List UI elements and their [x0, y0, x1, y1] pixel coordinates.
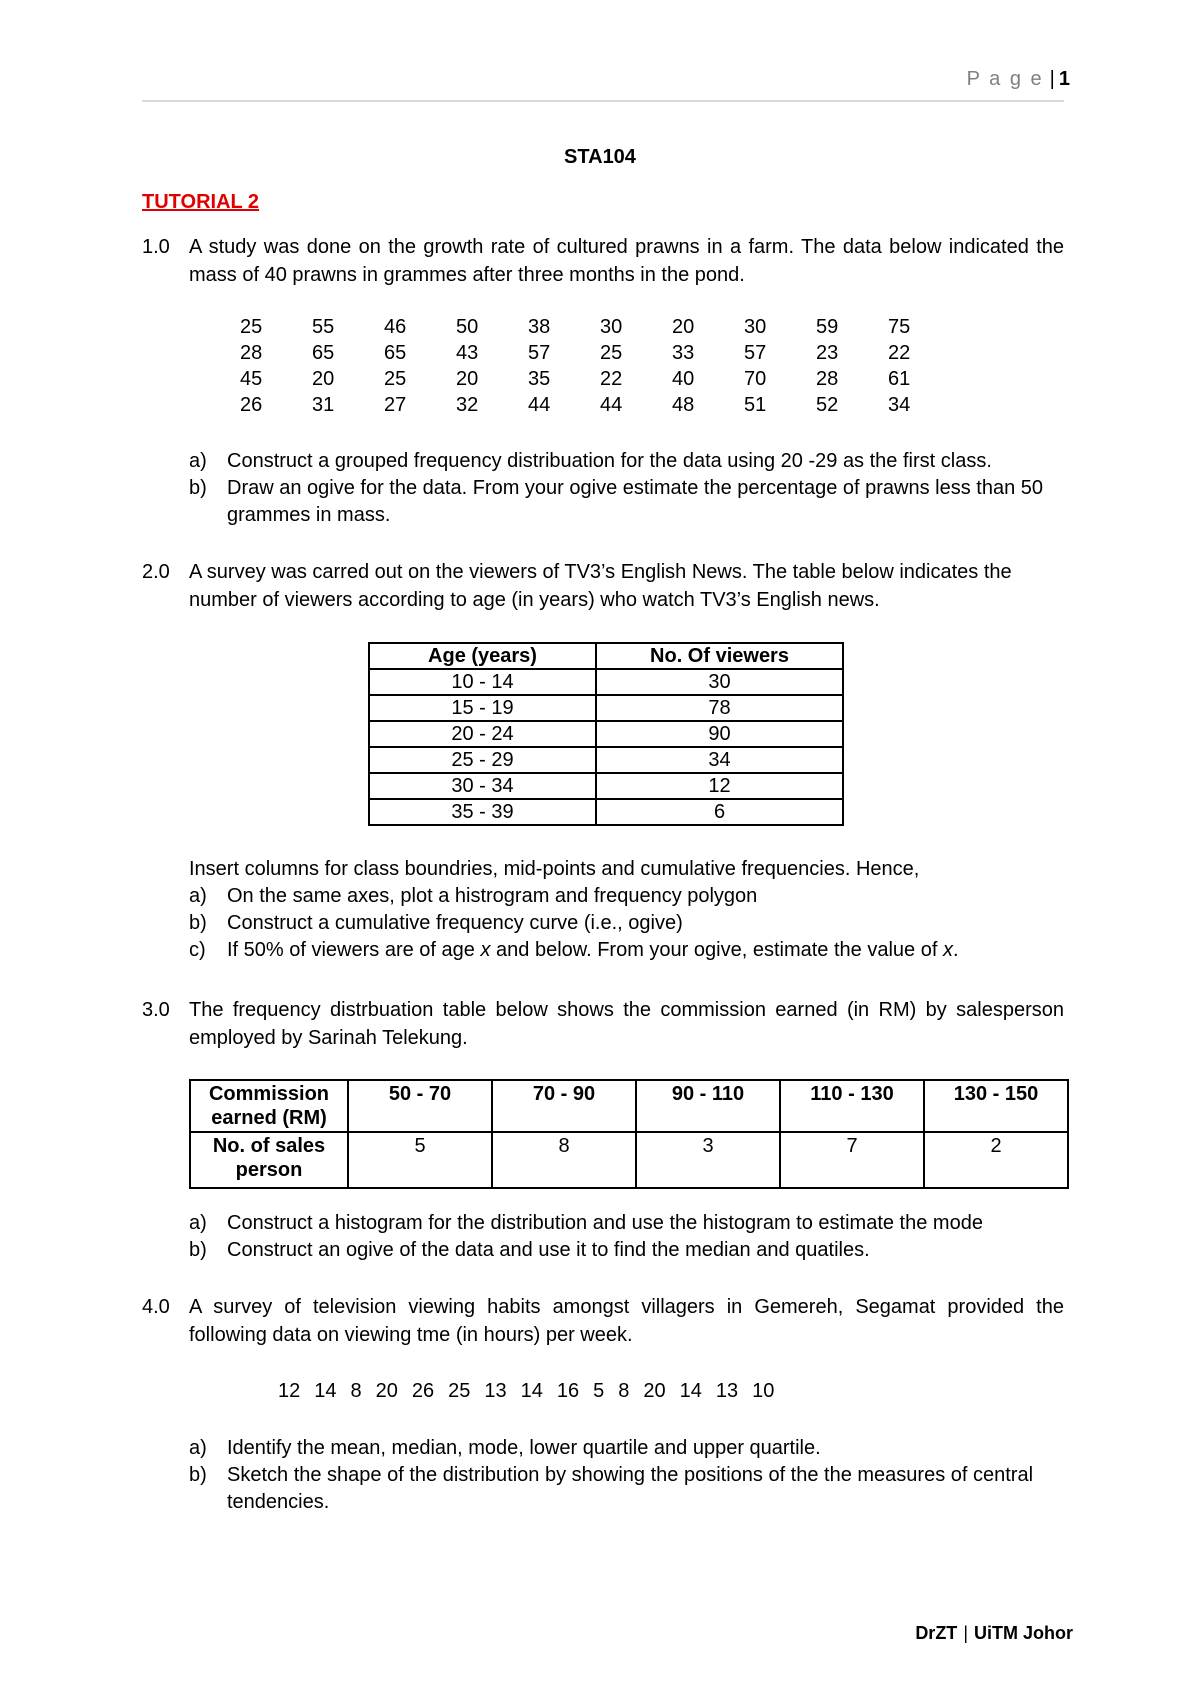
item-text: Construct an ogive of the data and use it to find the median and quatiles. — [227, 1239, 870, 1261]
table-cell: 10 - 14 — [369, 669, 596, 695]
data-value: 13 — [484, 1380, 507, 1402]
data-value: 55 — [312, 316, 335, 338]
data-value: 5 — [593, 1380, 605, 1402]
table-cell: 3 — [636, 1132, 780, 1188]
list-item — [189, 475, 1070, 529]
data-value: 16 — [556, 1380, 580, 1402]
table-cell: 15 - 19 — [369, 695, 596, 721]
table-header-row — [369, 643, 843, 669]
data-value: 28 — [816, 368, 839, 390]
data-value: 26 — [240, 394, 263, 416]
prawn-mass-data — [240, 316, 960, 420]
data-row — [240, 394, 960, 420]
table-cell: 6 — [596, 799, 843, 825]
table-cell: 90 - 110 — [636, 1080, 780, 1132]
table-header: No. of sales person — [190, 1132, 348, 1188]
question-1-items — [189, 448, 1070, 529]
table-cell: 12 — [596, 773, 843, 799]
data-value: 50 — [456, 316, 479, 338]
table-cell: 34 — [596, 747, 843, 773]
table-cell: 50 - 70 — [348, 1080, 492, 1132]
table-header: Age (years) — [369, 643, 596, 669]
data-value: 26 — [411, 1380, 435, 1402]
viewers-table — [368, 642, 844, 826]
data-value: 34 — [888, 394, 911, 416]
question-number: 2.0 — [142, 561, 170, 583]
data-value: 25 — [600, 342, 623, 364]
data-value: 43 — [456, 342, 479, 364]
data-row — [240, 316, 960, 342]
item-text: Sketch the shape of the distribution by showing the positions of the the measures of central tendencies. — [227, 1464, 1034, 1513]
item-text: Draw an ogive for the data. From your ogive estimate the percentage of prawns less than 50 grammes in mass. — [227, 477, 1043, 526]
question-text: A study was done on the growth rate of cultured prawns in a farm. The data below indicated the mass of 40 prawns in grammes after three months in the pond. — [189, 236, 1064, 286]
table-cell: 2 — [924, 1132, 1068, 1188]
data-value: 65 — [384, 342, 407, 364]
data-value: 27 — [384, 394, 407, 416]
table-header: Commission earned (RM) — [190, 1080, 348, 1132]
item-text: Construct a cumulative frequency curve (i.e., ogive) — [227, 912, 683, 934]
item-label: a) — [189, 1437, 207, 1459]
table-cell: 35 - 39 — [369, 799, 596, 825]
item-label: a) — [189, 1212, 207, 1234]
data-value: 13 — [715, 1380, 739, 1402]
data-value: 10 — [752, 1380, 775, 1402]
data-value: 28 — [240, 342, 263, 364]
tutorial-heading: TUTORIAL 2 — [142, 191, 260, 213]
table-cell: 110 - 130 — [780, 1080, 924, 1132]
data-value: 40 — [672, 368, 695, 390]
course-title: STA104 — [564, 146, 636, 168]
item-text: . — [952, 939, 959, 961]
table-cell: 7 — [780, 1132, 924, 1188]
data-value: 30 — [744, 316, 767, 338]
data-value: 12 — [278, 1380, 301, 1402]
question-text: A survey was carred out on the viewers of TV3’s English News. The table below indicates the number of viewers according to age (in years) who watch TV3’s English news. — [189, 561, 1012, 611]
table-cell: 8 — [492, 1132, 636, 1188]
item-label: b) — [189, 912, 207, 934]
list-item — [189, 1210, 1070, 1237]
data-value: 57 — [744, 342, 767, 364]
data-value: 8 — [350, 1380, 362, 1402]
data-value: 25 — [240, 316, 263, 338]
data-value: 20 — [672, 316, 695, 338]
data-value: 14 — [314, 1380, 337, 1402]
data-value: 70 — [744, 368, 767, 390]
table-row — [369, 695, 843, 721]
table-row — [369, 799, 843, 825]
table-cell: 130 - 150 — [924, 1080, 1068, 1132]
list-item — [189, 883, 1070, 910]
question-4-items — [189, 1435, 1070, 1516]
item-text: If 50% of viewers are of age — [227, 939, 481, 961]
data-value: 33 — [672, 342, 695, 364]
data-value: 52 — [816, 394, 839, 416]
data-value: 8 — [618, 1380, 630, 1402]
footer-author: DrZT — [915, 1623, 958, 1643]
item-label: b) — [189, 1239, 207, 1261]
item-label: a) — [189, 450, 207, 472]
table-cell: 30 — [596, 669, 843, 695]
data-value: 57 — [528, 342, 551, 364]
variable-x: x — [480, 939, 491, 961]
table-cell: 70 - 90 — [492, 1080, 636, 1132]
variable-x: x — [942, 939, 953, 961]
data-row — [240, 342, 960, 368]
table-cell: 90 — [596, 721, 843, 747]
data-value: 44 — [600, 394, 623, 416]
data-row — [240, 368, 960, 394]
item-text: Construct a grouped frequency distribuation for the data using 20 -29 as the first class. — [227, 450, 992, 472]
question-number: 4.0 — [142, 1296, 170, 1318]
item-text: Identify the mean, median, mode, lower quartile and upper quartile. — [227, 1437, 821, 1459]
item-label: b) — [189, 1464, 207, 1486]
data-value: 22 — [600, 368, 623, 390]
table-header: No. Of viewers — [596, 643, 843, 669]
data-value: 44 — [528, 394, 551, 416]
table-row — [190, 1080, 1068, 1132]
table-cell: 5 — [348, 1132, 492, 1188]
table-row — [190, 1132, 1068, 1188]
data-value: 20 — [643, 1380, 666, 1402]
table-cell: 30 - 34 — [369, 773, 596, 799]
page-label: P a g e — [966, 68, 1044, 90]
question-text: A survey of television viewing habits amongst villagers in Gemereh, Segamat provided the following data on viewing tme (in hours) per week. — [189, 1296, 1064, 1346]
data-value: 25 — [384, 368, 407, 390]
question-number: 1.0 — [142, 236, 170, 258]
question-2-items — [189, 856, 1070, 964]
page-number: 1 — [1058, 68, 1070, 90]
list-item — [189, 937, 1070, 964]
data-value: 23 — [816, 342, 839, 364]
list-item — [189, 1462, 1070, 1516]
question-2-intro: Insert columns for class boundries, mid-points and cumulative frequencies. Hence, — [189, 858, 920, 880]
table-cell: 25 - 29 — [369, 747, 596, 773]
table-row — [369, 747, 843, 773]
item-label: a) — [189, 885, 207, 907]
data-value: 14 — [520, 1380, 543, 1402]
list-item — [189, 1237, 1070, 1264]
header-divider — [142, 100, 1064, 102]
list-item — [189, 1435, 1070, 1462]
question-number: 3.0 — [142, 999, 170, 1021]
list-item — [189, 910, 1070, 937]
page-header: P a g e | 1 — [966, 68, 1070, 90]
question-text: The frequency distrbuation table below shows the commission earned (in RM) by salesperson employed by Sarinah Telekung. — [189, 999, 1064, 1049]
viewing-time-data — [278, 1380, 788, 1403]
table-row — [369, 721, 843, 747]
item-label: b) — [189, 477, 207, 499]
question-3-items — [189, 1210, 1070, 1264]
page-footer: DrZT | UiTM Johor — [915, 1623, 1073, 1643]
data-value: 61 — [888, 368, 911, 390]
data-value: 20 — [456, 368, 479, 390]
list-item — [189, 448, 1070, 475]
data-value: 35 — [528, 368, 551, 390]
item-text: On the same axes, plot a histrogram and frequency polygon — [227, 885, 758, 907]
data-value: 20 — [312, 368, 335, 390]
data-value: 45 — [240, 368, 263, 390]
data-value: 22 — [888, 342, 911, 364]
data-value: 30 — [600, 316, 623, 338]
data-value: 32 — [456, 394, 479, 416]
table-row — [369, 773, 843, 799]
data-value: 31 — [312, 394, 335, 416]
item-text: Construct a histogram for the distribution and use the histogram to estimate the mode — [227, 1212, 983, 1234]
table-row — [369, 669, 843, 695]
table-cell: 78 — [596, 695, 843, 721]
commission-table — [189, 1079, 1069, 1189]
data-value: 20 — [375, 1380, 398, 1402]
data-value: 14 — [679, 1380, 702, 1402]
data-value: 46 — [384, 316, 407, 338]
data-value: 38 — [528, 316, 551, 338]
data-value: 48 — [672, 394, 695, 416]
data-value: 51 — [744, 394, 767, 416]
data-value: 65 — [312, 342, 335, 364]
data-value: 59 — [816, 316, 839, 338]
footer-institution: UiTM Johor — [974, 1623, 1073, 1643]
data-value: 75 — [888, 316, 911, 338]
item-text: and below. From your ogive, estimate the value of — [490, 939, 943, 961]
data-value: 25 — [448, 1380, 471, 1402]
table-cell: 20 - 24 — [369, 721, 596, 747]
item-label: c) — [189, 939, 206, 961]
